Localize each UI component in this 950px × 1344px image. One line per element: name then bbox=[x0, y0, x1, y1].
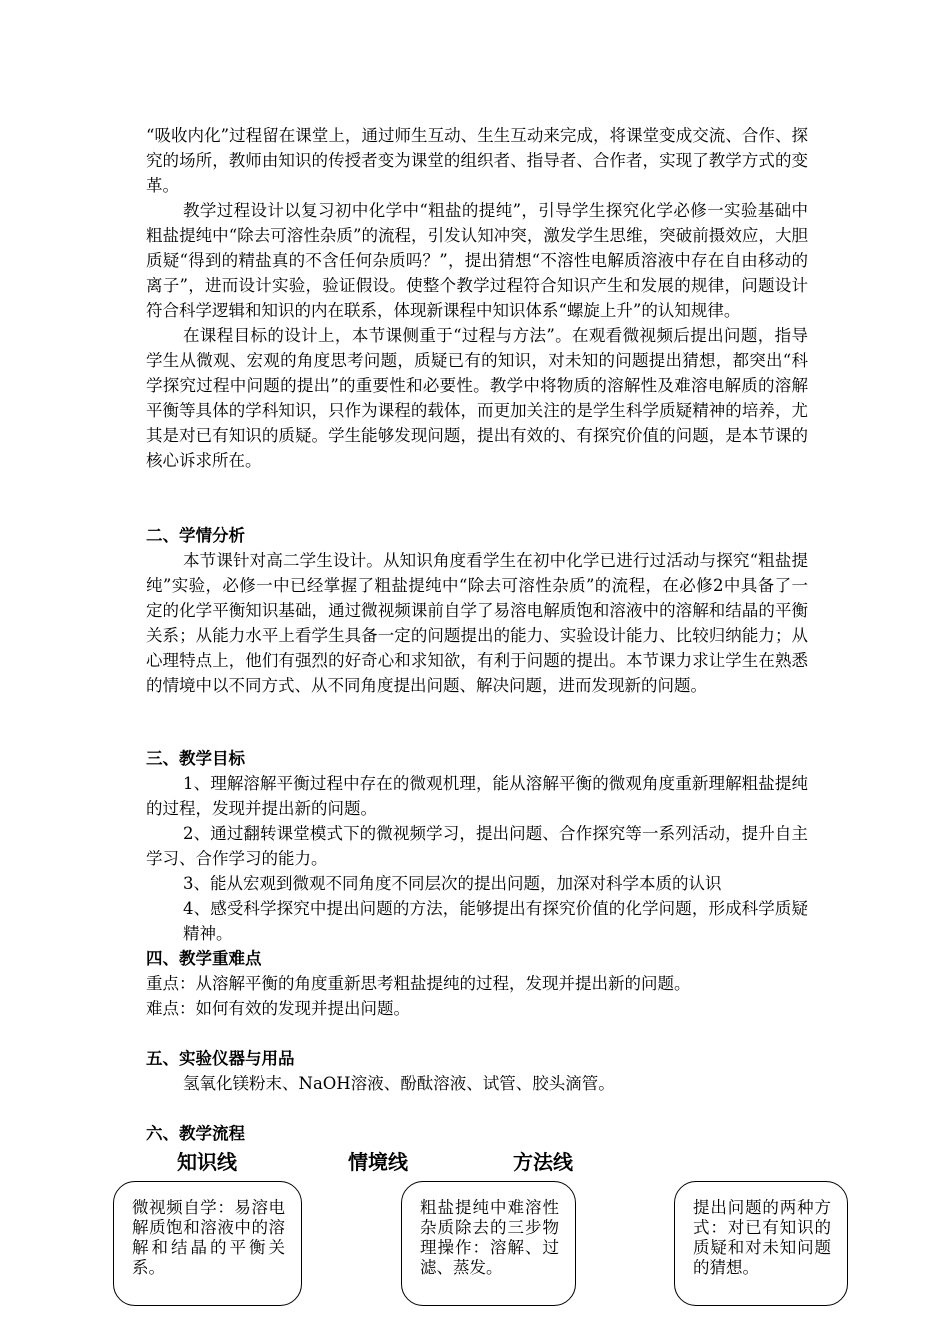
goal-item: 4、感受科学探究中提出问题的方法，能够提出有探究价值的化学问题，形成科学质疑精神。 bbox=[183, 899, 808, 943]
difficulty-text: 难点：如何有效的发现并提出问题。 bbox=[146, 999, 410, 1018]
goal-item: 3、能从宏观到微观不同角度不同层次的提出问题，加深对科学本质的认识 bbox=[183, 874, 722, 893]
flow-box-method-text: 提出问题的两种方式：对已有知识的质疑和对未知问题的猜想。 bbox=[693, 1198, 831, 1277]
intro-paragraph-1: “吸收内化”过程留在课堂上，通过师生互动、生生互动来完成，将课堂变成交流、合作、探究的场所，教师由知识的传授者变为课堂的组织者、指导者、合作者，实现了教学方式的变革。 bbox=[146, 126, 808, 195]
section-heading-teaching-flow: 六、教学流程 bbox=[146, 1124, 245, 1143]
flow-column-scenario-line: 情境线 bbox=[348, 1150, 408, 1174]
key-point-text: 重点：从溶解平衡的角度重新思考粗盐提纯的过程，发现并提出新的问题。 bbox=[146, 974, 691, 993]
flow-box-scenario-text: 粗盐提纯中难溶性杂质除去的三步物理操作：溶解、过滤、蒸发。 bbox=[420, 1198, 559, 1277]
flow-box-scenario bbox=[401, 1181, 576, 1306]
section-heading-equipment: 五、实验仪器与用品 bbox=[146, 1049, 295, 1068]
section-heading-key-points: 四、教学重难点 bbox=[146, 949, 262, 968]
equipment-list: 氢氧化镁粉末、NaOH溶液、酚酞溶液、试管、胶头滴管。 bbox=[183, 1074, 615, 1093]
flow-box-method bbox=[674, 1181, 848, 1306]
flow-box-knowledge bbox=[113, 1181, 302, 1306]
flow-column-knowledge-line: 知识线 bbox=[177, 1150, 237, 1174]
flow-box-knowledge-text: 微视频自学：易溶电解质饱和溶液中的溶解和结晶的平衡关系。 bbox=[132, 1198, 285, 1277]
learner-analysis-text: 本节课针对高二学生设计。从知识角度看学生在初中化学已进行过活动与探究“粗盐提纯”实验，必修一中已经掌握了粗盐提纯中“除去可溶性杂质”的流程，在必修2中具备了一定的化学平衡知识基础，通过微视频课前自学了易溶电解质饱和溶液中的溶解和结晶的平衡关系；从能力水平上看学生具备一定的问题提出的能力、实验设计能力、比较归纳能力；从心理特点上，他们有强烈的好奇心和求知欲，有利于问题的提出。本节课力求让学生在熟悉的情境中以不同方式、从不同角度提出问题、解决问题，进而发现新的问题。 bbox=[146, 551, 808, 695]
goal-item: 1、理解溶解平衡过程中存在的微观机理，能从溶解平衡的微观角度重新理解粗盐提纯的过程，发现并提出新的问题。 bbox=[146, 774, 808, 818]
section-heading-learner-analysis: 二、学情分析 bbox=[146, 526, 245, 545]
flow-column-method-line: 方法线 bbox=[513, 1150, 573, 1174]
intro-paragraph-2: 教学过程设计以复习初中化学中“粗盐的提纯”，引导学生探究化学必修一实验基础中粗盐提纯中“除去可溶性杂质”的流程，引发认知冲突，激发学生思维，突破前摄效应，大胆质疑“得到的精盐真的不含任何杂质吗？”，提出猜想“不溶性电解质溶液中存在自由移动的离子”，进而设计实验，验证假设。使整个教学过程符合知识产生和发展的规律，问题设计符合科学逻辑和知识的内在联系，体现新课程中知识体系“螺旋上升”的认知规律。 bbox=[146, 201, 808, 320]
section-heading-teaching-goals: 三、教学目标 bbox=[146, 749, 245, 768]
intro-paragraph-3: 在课程目标的设计上，本节课侧重于“过程与方法”。在观看微视频后提出问题，指导学生从微观、宏观的角度思考问题，质疑已有的知识，对未知的问题提出猜想，都突出“科学探究过程中问题的提出”的重要性和必要性。教学中将物质的溶解性及难溶电解质的溶解平衡等具体的学科知识，只作为课程的载体，而更加关注的是学生科学质疑精神的培养，尤其是对已有知识的质疑。学生能够发现问题，提出有效的、有探究价值的问题，是本节课的核心诉求所在。 bbox=[146, 326, 808, 470]
learner-analysis-section bbox=[146, 548, 808, 698]
goal-item: 2、通过翻转课堂模式下的微视频学习，提出问题、合作探究等一系列活动，提升自主学习、合作学习的能力。 bbox=[146, 824, 808, 868]
intro-section bbox=[146, 123, 808, 473]
